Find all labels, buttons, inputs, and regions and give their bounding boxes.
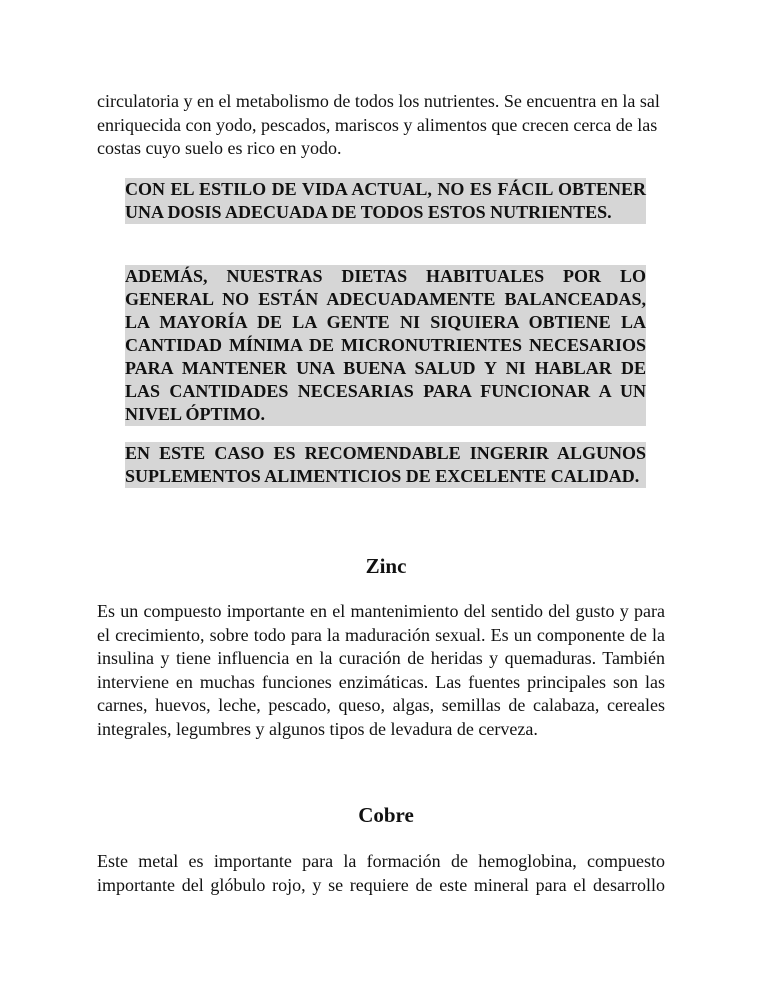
section-heading-zinc: Zinc [365,554,407,578]
callout-box-lifestyle: CON EL ESTILO DE VIDA ACTUAL, NO ES FÁCIL OBTENER UNA DOSIS ADECUADA DE TODOS ESTOS NUTRIENTES. [125,179,646,222]
callout-box-supplements: EN ESTE CASO ES RECOMENDABLE INGERIR ALGUNOS SUPLEMENTOS ALIMENTICIOS DE EXCELENTE CALIDAD. [125,443,646,486]
intro-paragraph: circulatoria y en el metabolismo de todos los nutrientes. Se encuentra en la sal enriquecida con yodo, pescados, mariscos y alimentos que crecen cerca de las costas cuyo suelo es rico en yodo. [97,91,660,158]
cobre-paragraph: Este metal es importante para la formación de hemoglobina, compuesto importante del glóbulo rojo, y se requiere de este mineral para el desarrollo [97,851,665,895]
zinc-paragraph: Es un compuesto importante en el mantenimiento del sentido del gusto y para el crecimiento, sobre todo para la maduración sexual. Es un componente de la insulina y tiene influencia en la curación de heridas y quemaduras. También interviene en muchas funciones enzimáticas. Las fuentes principales son las carnes, huevos, leche, pescado, queso, algas, semillas de calabaza, cereales integrales, legumbres y algunos tipos de levadura de cerveza. [97,601,665,739]
callout-box-diets: ADEMÁS, NUESTRAS DIETAS HABITUALES POR LO GENERAL NO ESTÁN ADECUADAMENTE BALANCEADAS, LA MAYORÍA DE LA GENTE NI SIQUIERA OBTIENE LA CANTIDAD MÍNIMA DE MICRONUTRIENTES NECESARIOS PARA MANTENER UNA BUENA SALUD Y NI HABLAR DE LAS CANTIDADES NECESARIAS PARA FUNCIONAR A UN NIVEL ÓPTIMO. [125,266,646,424]
section-heading-cobre: Cobre [358,803,414,827]
